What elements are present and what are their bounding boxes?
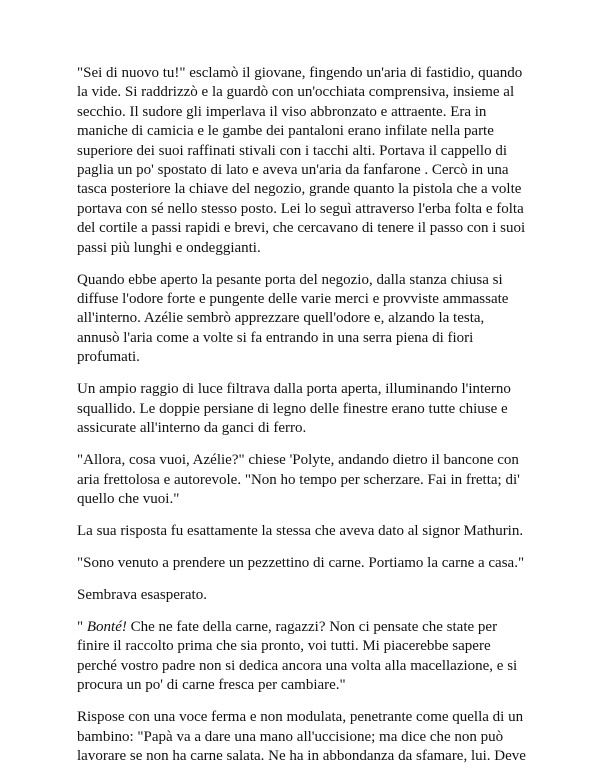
paragraph-8-rest: Che ne fate della carne, ragazzi? Non ci pensate che state per finire il raccolto prima che sia pronto, voi tutti. Mi piacerebbe sapere perché vostro padre non si dedica ancora una volta alla macellazione, e si procura un po' di carne fresca per cambiare." [77,618,518,694]
paragraph-7: Sembrava esasperato. [77,586,207,603]
paragraph-8-italic-word: Bonté! [86,618,127,635]
paragraph-8-open-quote: " [77,618,87,635]
paragraph-6: "Sono venuto a prendere un pezzettino di carne. Portiamo la carne a casa." [77,554,525,571]
paragraph-4: "Allora, cosa vuoi, Azélie?" chiese 'Polyte, andando dietro il bancone con aria frettolosa e autorevole. "Non ho tempo per scherzare. Fai in fretta; di' quello che vuoi." [77,452,520,507]
paragraph-3: Un ampio raggio di luce filtrava dalla porta aperta, illuminando l'interno squallido. Le doppie persiane di legno delle finestre erano tutte chiuse e assicurate all'interno da ganci di ferro. [77,381,511,437]
paragraph-5: La sua risposta fu esattamente la stessa che aveva dato al signor Mathurin. [77,522,524,539]
document-page [77,64,529,779]
paragraph-1: "Sei di nuovo tu!" esclamò il giovane, fingendo un'aria di fastidio, quando la vide. Si raddrizzò e la guardò con un'occhiata comprensiva, insieme al secchio. Il sudore gli imperlava il viso abbronzato e attraente. Era in maniche di camicia e le gambe dei pantaloni erano infilate nella parte superiore dei suoi raffinati stivali con i tacchi alti. Portava il cappello di paglia un po' spostato di lato e aveva un'aria da fanfarone . Cercò in una tasca posteriore la chiave del negozio, grande quanto la pistola che a volte portava con sé nello stesso posto. Lei lo seguì attraverso l'erba folta e folta del cortile a passi rapidi e brevi, che cercavano di tenere il passo con i suoi passi più lunghi e ondeggianti. [77,65,526,256]
paragraph-9: Rispose con una voce ferma e non modulata, penetrante come quella di un bambino: "Papà va a dare una mano all'uccisione; ma dice che non può lavorare se non ha carne salata. Ne ha in abbondanza da sfamare, lui. Deve [77,709,526,764]
paragraph-2: Quando ebbe aperto la pesante porta del negozio, dalla stanza chiusa si diffuse l'odore forte e pungente delle varie merci e provviste ammassate all'interno. Azélie sembrò apprezzare quell'odore e, alzando la testa, annusò l'aria come a volte si fa entrando in una serra piena di fiori profumati. [77,271,509,366]
paragraph-8 [77,618,529,696]
